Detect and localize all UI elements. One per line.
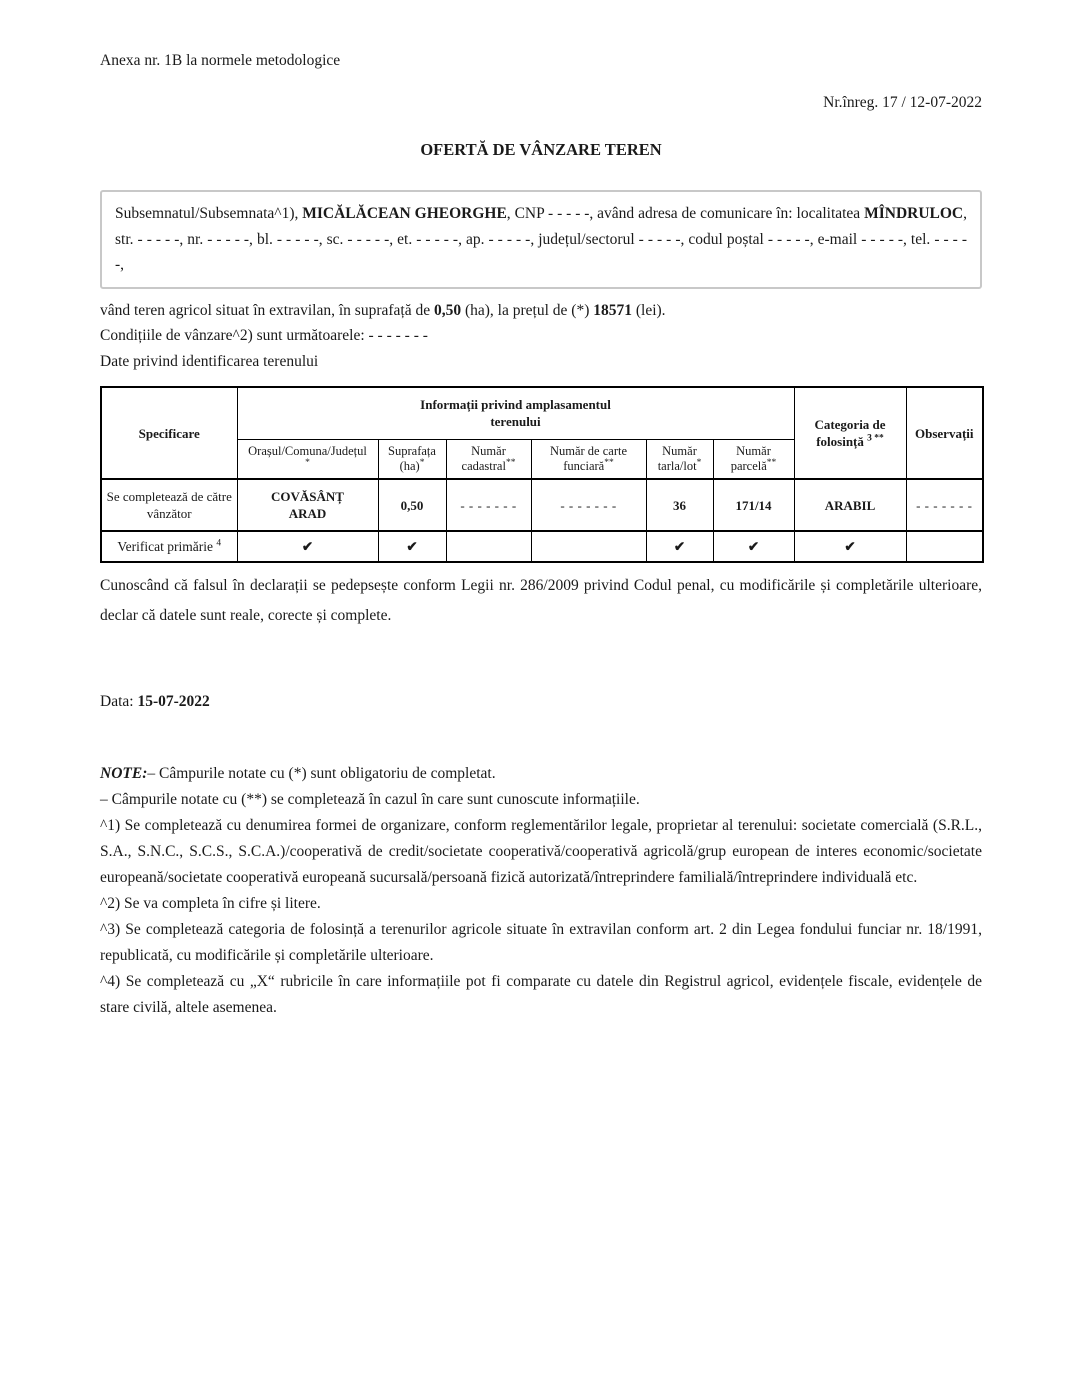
suprafata-cell: 0,50	[378, 479, 446, 531]
note-line-2: ^1) Se completează cu denumirea formei de organizare, conform reglementărilor legale, proprietar al terenului: societate comercială (S.R.L., S.A., S.N.C., S.C.S., S.C.A.)/cooperativă de credit/societate cooperativă/cooperativă agricolă/grup european de interes economic/societate europeană/societate cooperativă europeană sucursală/persoană fizică autorizată/întreprindere familială/întreprindere individuală etc.	[100, 817, 982, 886]
categoria-header-sup: 3 **	[867, 433, 884, 444]
locality-cell: COVĂSÂNȚ ARAD	[237, 479, 378, 531]
sale-line-text-b: (ha), la prețul de (*)	[461, 301, 594, 319]
note-line-1: – Câmpurile notate cu (**) se completează în cazul în care sunt cunoscute informațiile.	[100, 791, 640, 808]
seller-row-label: Se completează de către vânzător	[101, 479, 237, 531]
date-value: 15-07-2022	[137, 693, 210, 710]
check-cell-cadastral	[446, 531, 531, 562]
col-header-carte-funciara: Număr de carte funciară**	[531, 439, 646, 479]
cadastral-cell: - - - - - - -	[446, 479, 531, 531]
observatii-cell: - - - - - - -	[906, 479, 983, 531]
col-header-oras: Orașul/Comuna/Județul *	[237, 439, 378, 479]
note-line-3: ^2) Se va completa în cifre și litere.	[100, 895, 321, 912]
verify-row-label: Verificat primărie $^4$	[101, 531, 237, 562]
check-cell-parcela: ✔	[713, 531, 794, 562]
note-line-4: ^3) Se completează categoria de folosință a terenurilor agricole situate în extravilan conform art. 2 din Legea fondului funciar nr. 18/1991, republicată, cu modificările și completările ulterioare.	[100, 921, 982, 964]
seller-data-row	[101, 479, 983, 531]
sale-statement	[100, 298, 982, 375]
land-table	[100, 386, 984, 563]
categoria-header-line1: Categoria de	[814, 417, 886, 432]
amplasament-header-line2: terenului	[490, 414, 541, 430]
categoria-cell: ARABIL	[794, 479, 906, 531]
seller-name: MICĂLĂCEAN GHEORGHE	[302, 205, 507, 222]
carte-funciara-cell: - - - - - - -	[531, 479, 646, 531]
sale-line-text-c: (lei).	[631, 301, 666, 319]
note-line-0: NOTE:– Câmpurile notate cu (*) sunt obligatoriu de completat.	[100, 765, 496, 782]
amplasament-header-line1: Informații privind amplasamentul	[420, 397, 611, 413]
check-cell-suprafata: ✔	[378, 531, 446, 562]
check-cell-observatii	[906, 531, 983, 562]
sale-line	[100, 298, 982, 324]
observatii-header: Observații	[906, 387, 983, 479]
note-line-5: ^4) Se completează cu „X“ rubricile în care informațiile pot fi comparate cu datele din Registrul agricol, evidențele fiscale, evidențele de stare civilă, altele asemenea.	[100, 973, 982, 1016]
subject-after-name-text: , CNP - - - - -, având adresa de comunicare în: localitatea	[506, 205, 865, 222]
notes-title: NOTE:	[100, 765, 148, 782]
registration-number: Nr.înreg. 17 / 12-07-2022	[823, 94, 982, 111]
col-header-cadastral: Număr cadastral**	[446, 439, 531, 479]
annex-label: Anexa nr. 1B la normele metodologice	[100, 52, 341, 69]
tarla-cell: 36	[646, 479, 713, 531]
categoria-header-line2: folosință $^{3 **}$	[816, 433, 884, 449]
land-id-line: Date privind identificarea terenului	[100, 352, 319, 370]
check-cell-carte-funciara	[531, 531, 646, 562]
parcela-cell: 171/14	[713, 479, 794, 531]
area-value: 0,50	[433, 301, 462, 319]
price-value: 18571	[593, 301, 632, 319]
specificare-header: Specificare	[101, 387, 237, 479]
date-line	[100, 693, 982, 711]
subject-intro-text: Subsemnatul/Subsemnata^1),	[115, 205, 303, 222]
verify-row	[101, 531, 983, 562]
subject-rest-text: , str. - - - - -, nr. - - - - -, bl. - - - - -, sc. - - - - -, et. - - - - -, ap. - - - - -, județul/sectorul - - - - -, codul poștal - - - - -, e-mail - - - - -, tel. - - - - -,	[115, 205, 967, 273]
col-header-parcela: Număr parcelă**	[713, 439, 794, 479]
categoria-header	[794, 387, 906, 479]
check-cell-oras: ✔	[237, 531, 378, 562]
col-header-suprafata: Suprafața (ha)*	[378, 439, 446, 479]
amplasament-header	[237, 387, 794, 439]
col-header-tarla: Număr tarla/lot*	[646, 439, 713, 479]
declaration-text: Cunoscând că falsul în declarații se pedepsește conform Legii nr. 286/2009 privind Codul penal, cu modificările și completările ulterioare, declar că datele sunt reale, corecte și complete.	[100, 577, 982, 624]
date-label: Data:	[100, 693, 138, 710]
check-cell-categoria: ✔	[794, 531, 906, 562]
sale-line-text-a: vând teren agricol situat în extravilan, în suprafață de	[100, 301, 434, 319]
conditions-line: Condițiile de vânzare^2) sunt următoarele: - - - - - - -	[100, 327, 428, 344]
check-cell-tarla: ✔	[646, 531, 713, 562]
notes-section	[100, 761, 982, 1021]
locality-name: MÎNDRULOC	[864, 205, 964, 222]
page-title: OFERTĂ DE VÂNZARE TEREN	[420, 140, 662, 159]
subject-box	[100, 190, 982, 289]
